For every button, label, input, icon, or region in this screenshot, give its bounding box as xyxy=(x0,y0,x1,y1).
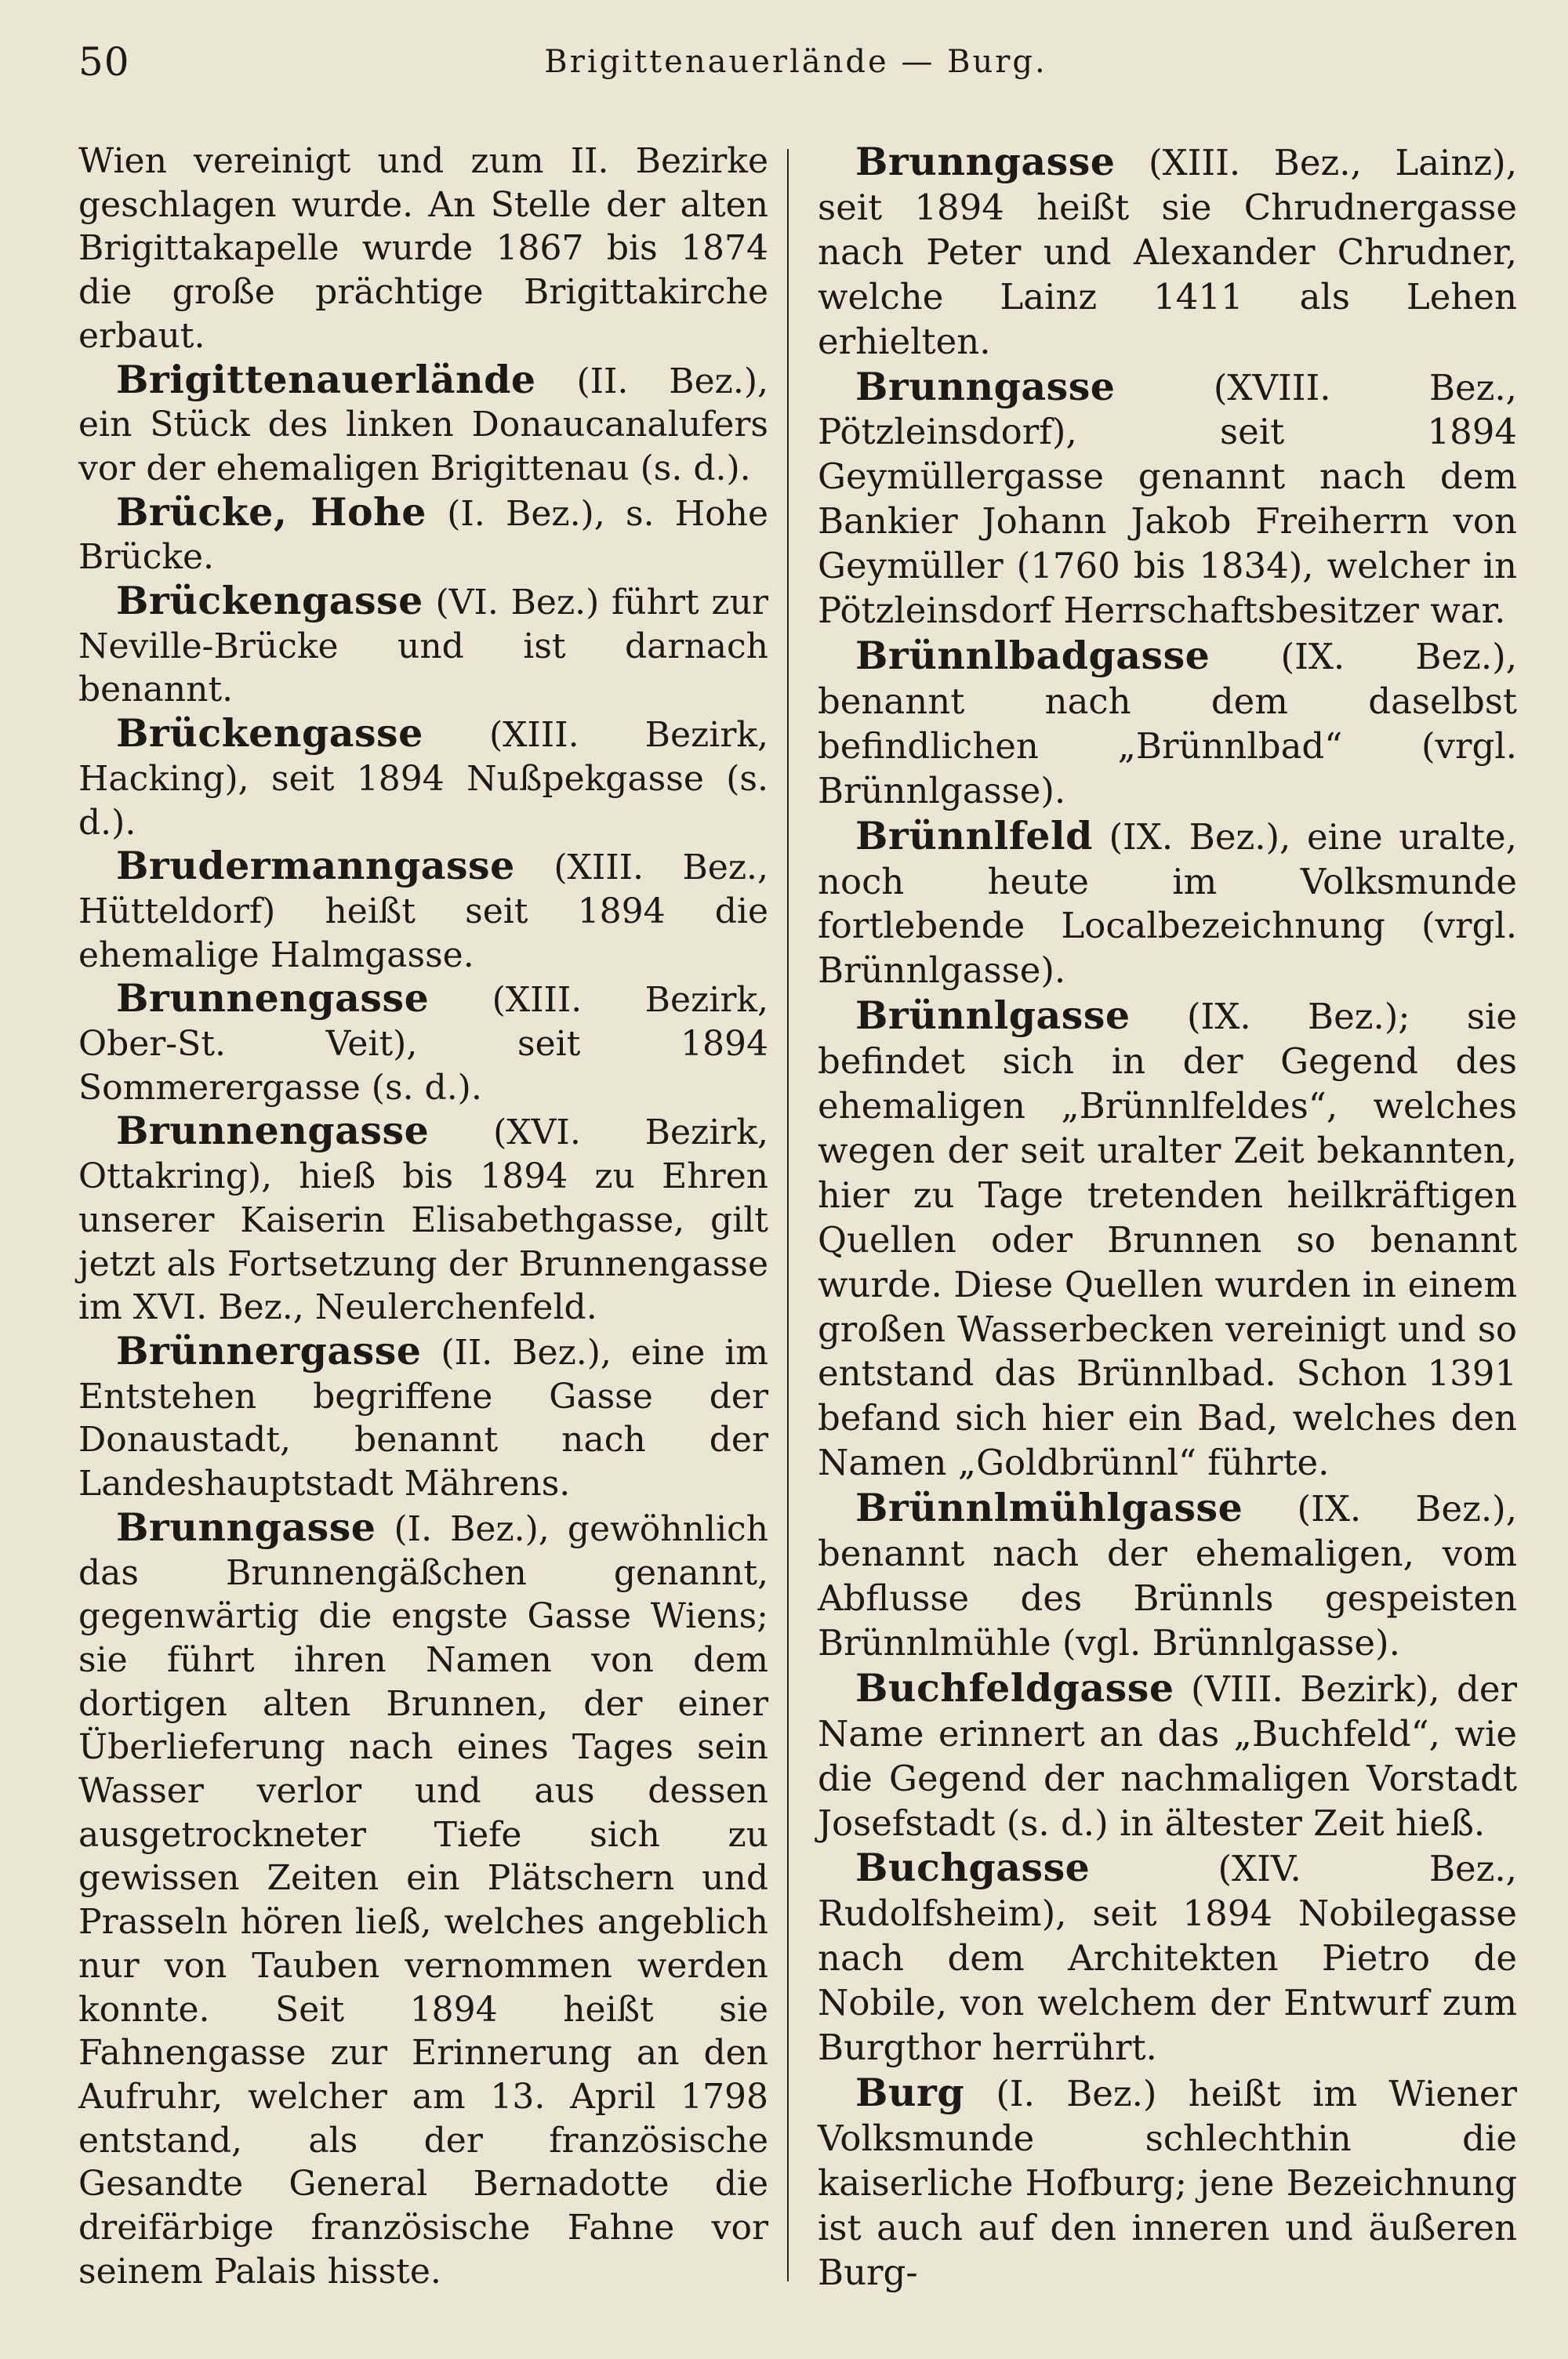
dictionary-entry xyxy=(818,365,1517,633)
entry-text: (IX. Bez.); sie befindet sich in der Gegend des ehemaligen „Brünnlfeldes“, welches wegen der seit uralter Zeit bekannten, hier zu Tage tretenden heilkräftigen Quellen oder Brunnen so benannt wurde. Diese Quellen wurden in einem großen Wasserbecken vereinigt und so entstand das Brünnlbad. Schon 1391 befand sich hier ein Bad, welches den Namen „Goldbrünnl“ führte. xyxy=(818,996,1517,1484)
entry-text: (I. Bez.) heißt im Wiener Volksmunde schlechthin die kaiserliche Hofburg; jene Bezeichnung ist auch auf den inneren und äußeren Burg- xyxy=(818,2072,1517,2293)
entry-text: (XVI. Bezirk, Ottakring), hieß bis 1894 zu Ehren unserer Kaiserin Elisabethgasse, gilt jetzt als Fortsetzung der Brunnengasse im XVI. Bez., Neulerchenfeld. xyxy=(78,1112,768,1328)
dictionary-entry xyxy=(78,977,768,1109)
entry-text: (I. Bez.), gewöhnlich das Brunnengäßchen genannt, gegenwärtig die engste Gasse Wiens; sie führt ihren Namen von dem dortigen alten Brunnen, der einer Überlieferung nach eines Tages sein Wasser verlor und aus dessen ausgetrockneter Tiefe sich zu gewissen Zeiten ein Plätschern und Prasseln hören ließ, welches angeblich nur von Tauben vernommen werden konnte. Seit 1894 heißt sie Fahnengasse zur Erinnerung an den Aufruhr, welcher am 13. April 1798 entstand, als der französische Gesandte General Bernadotte die dreifärbige französische Fahne vor seinem Palais hisste. xyxy=(78,1508,768,2292)
entry-text: (IX. Bez.), benannt nach dem daselbst befindlichen „Brünnlbad“ (vrgl. Brünnlgasse). xyxy=(818,635,1517,811)
dictionary-entry xyxy=(818,1845,1517,2070)
running-head: Brigittenauerlände — Burg. xyxy=(544,44,1047,80)
entry-headword: Brunnengasse xyxy=(116,1108,430,1154)
dictionary-entry xyxy=(78,844,768,977)
dictionary-entry xyxy=(818,814,1517,994)
dictionary-entry xyxy=(818,140,1517,365)
dictionary-entry xyxy=(78,488,768,579)
dictionary-entry xyxy=(78,358,768,491)
entry-headword: Brücke, Hohe xyxy=(116,488,426,535)
entry-headword: Brudermanngasse xyxy=(116,843,515,889)
entry-text: (XIV. Bez., Rudolfsheim), seit 1894 Nobilegasse nach dem Architekten Pietro de Nobile, von welchem der Entwurf zum Burgthor herrührt. xyxy=(818,1848,1517,2069)
entry-text: (XIII. Bezirk, Hacking), seit 1894 Nußpekgasse (s. d.). xyxy=(78,715,768,843)
dictionary-entry xyxy=(78,140,768,358)
right-column xyxy=(818,140,1517,2295)
entry-text: (VIII. Bezirk), der Name erinnert an das „Buchfeld“, wie die Gegend der nachmaligen Vorstadt Josefstadt (s. d.) in ältester Zeit hieß. xyxy=(818,1668,1517,1844)
entry-text: (XVIII. Bez., Pötzleinsdorf), seit 1894 Geymüllergasse genannt nach dem Bankier Johann Jakob Freiherrn von Geymüller (1760 bis 1834), welcher in Pötzleinsdorf Herrschaftsbesitzer war. xyxy=(818,366,1517,632)
entry-text: (II. Bez.), eine im Entstehen begriffene Gasse der Donaustadt, benannt nach der Landeshauptstadt Mährens. xyxy=(78,1332,768,1504)
entry-text: (II. Bez.), ein Stück des linken Donaucanalufers vor der ehemaligen Brigittenau (s. d.). xyxy=(78,361,768,488)
entry-headword: Brünnlgasse xyxy=(855,993,1131,1039)
entry-headword: Brünnergasse xyxy=(116,1327,422,1374)
entry-text: (IX. Bez.), eine uralte, noch heute im Volksmunde fortlebende Localbezeichnung (vrgl. Brünnlgasse). xyxy=(818,815,1517,992)
entry-text: (XIII. Bezirk, Ober-St. Veit), seit 1894 Sommerergasse (s. d.). xyxy=(78,980,768,1108)
dictionary-entry xyxy=(818,633,1517,814)
dictionary-entry xyxy=(78,712,768,844)
entry-text: (I. Bez.), s. Hohe Brücke. xyxy=(78,493,768,578)
dictionary-entry xyxy=(78,579,768,712)
entry-headword: Brünnlbadgasse xyxy=(855,632,1210,678)
dictionary-entry xyxy=(818,1666,1517,1846)
entry-text: (IX. Bez.), benannt nach der ehemaligen, vom Abflusse des Brünnls gespeisten Brünnlmühle (vgl. Brünnlgasse). xyxy=(818,1488,1517,1664)
entry-text: Wien vereinigt und zum II. Bezirke geschlagen wurde. An Stelle der alten Brigittakapelle wurde 1867 bis 1874 die große prächtige Brigittakirche erbaut. xyxy=(78,141,768,356)
entry-headword: Buchfeldgasse xyxy=(855,1664,1174,1711)
entry-headword: Brünnlmühlgasse xyxy=(855,1485,1243,1531)
dictionary-entry xyxy=(78,1109,768,1330)
dictionary-entry xyxy=(818,1486,1517,1666)
dictionary-entry xyxy=(78,1506,768,2294)
dictionary-entry xyxy=(78,1327,768,1506)
entry-headword: Brigittenauerlände xyxy=(116,356,536,402)
entry-text: (XIII. Bez., Lainz), seit 1894 heißt sie Chrudnergasse nach Peter und Alexander Chrudner, welche Lainz 1411 als Lehen erhielten. xyxy=(818,142,1517,362)
entry-headword: Brunngasse xyxy=(116,1504,376,1550)
page-number: 50 xyxy=(78,39,130,85)
entry-text: (VI. Bez.) führt zur Neville-Brücke und ist darnach benannt. xyxy=(78,582,768,710)
dictionary-entry xyxy=(818,993,1517,1486)
entry-text: (XIII. Bez., Hütteldorf) heißt seit 1894 die ehemalige Halmgasse. xyxy=(78,847,768,975)
page-header xyxy=(78,39,1513,86)
column-divider xyxy=(787,149,789,2281)
entry-headword: Burg xyxy=(855,2069,965,2115)
dictionary-entry xyxy=(818,2070,1517,2295)
left-column xyxy=(78,140,768,2293)
entry-headword: Buchgasse xyxy=(855,1845,1091,1891)
entry-headword: Brunngasse xyxy=(855,139,1116,184)
entry-headword: Brückengasse xyxy=(116,578,423,624)
entry-headword: Brünnlfeld xyxy=(855,812,1093,858)
entry-headword: Brunnengasse xyxy=(116,975,430,1022)
entry-headword: Brunngasse xyxy=(855,363,1116,409)
entry-headword: Brückengasse xyxy=(116,710,423,757)
